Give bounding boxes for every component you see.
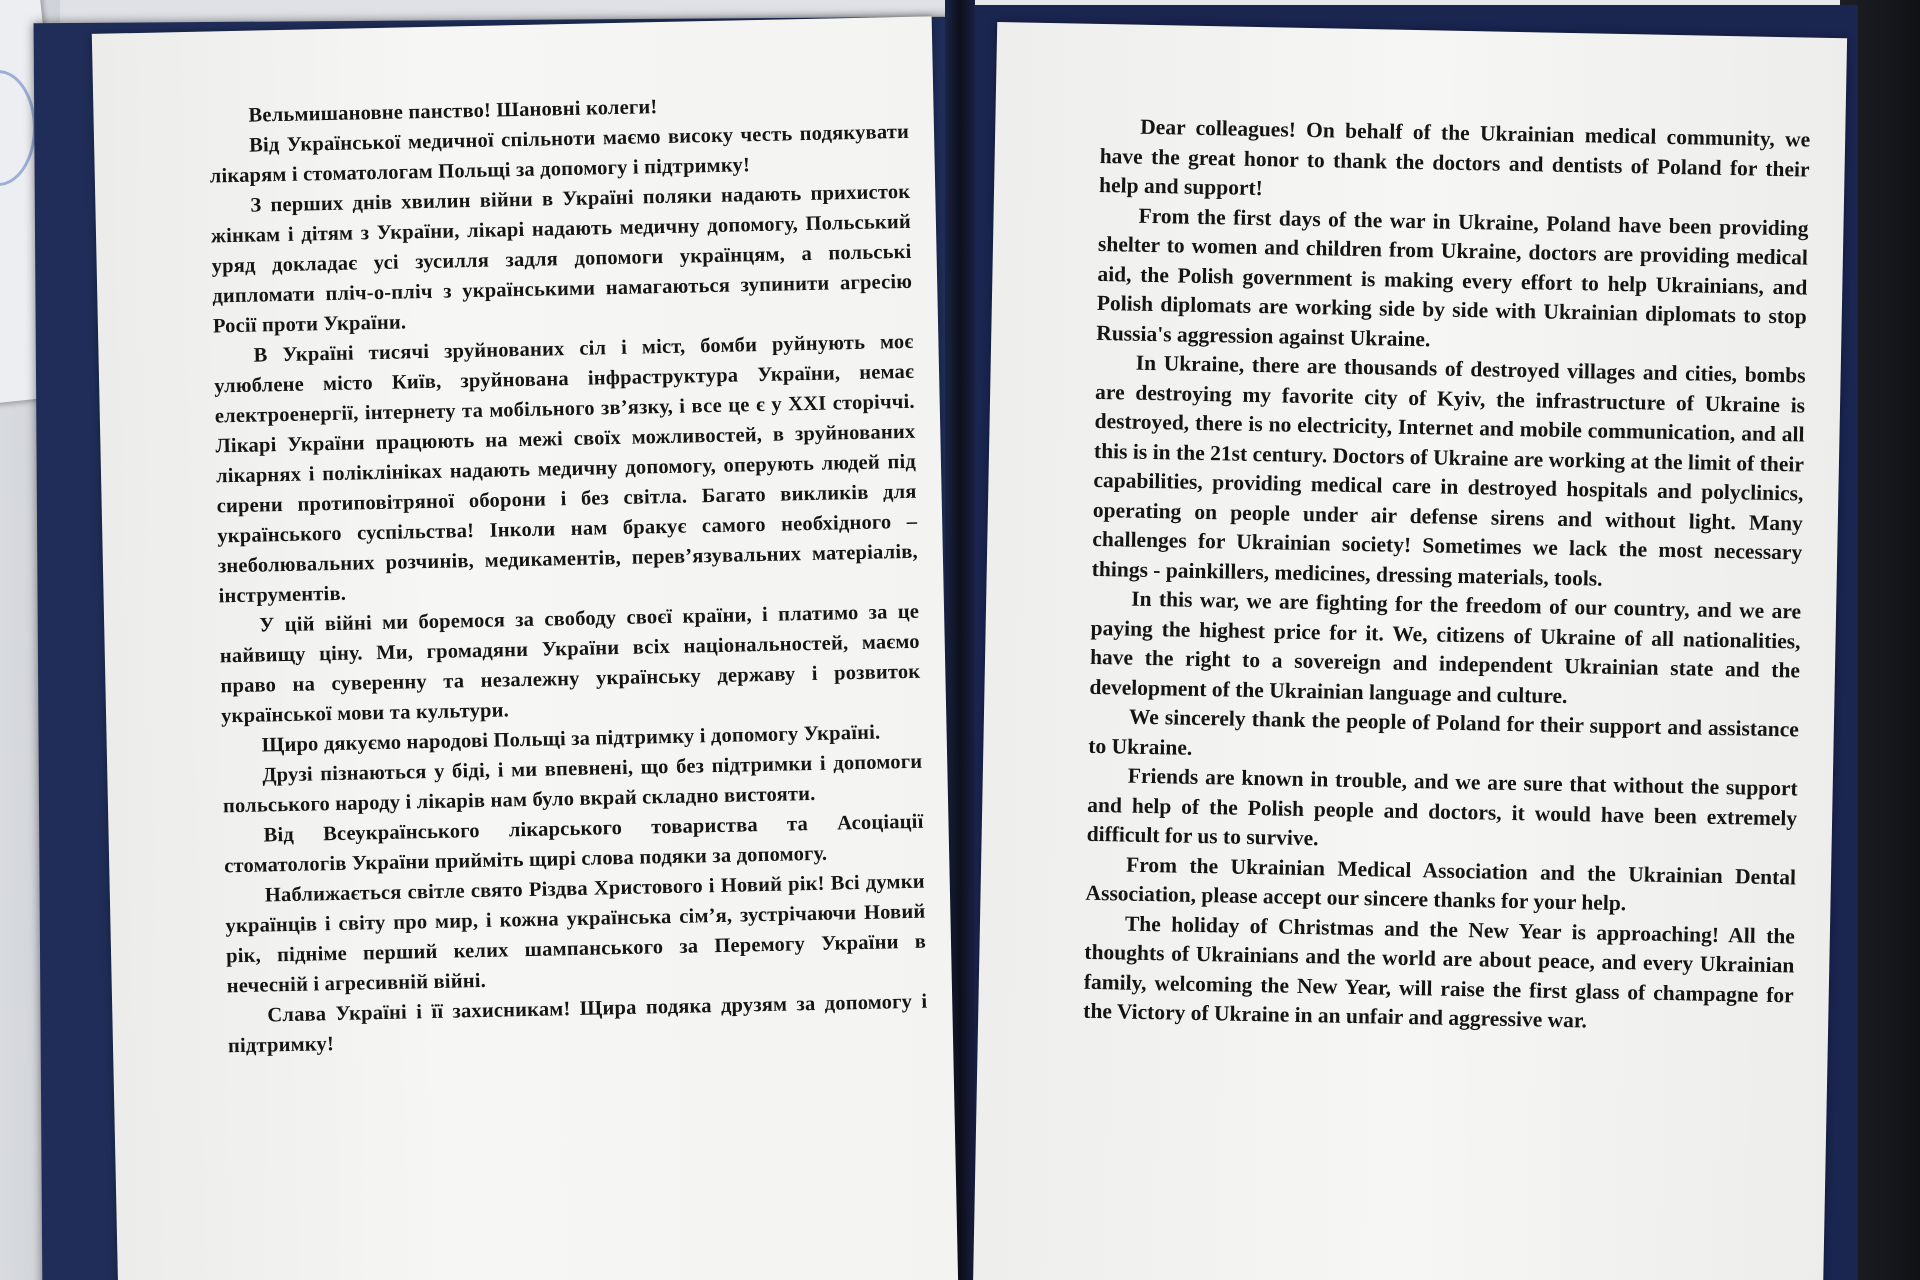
letter-paragraph: У цій війні ми боремося за свободу своєї країни, і платимо за це найвищу ціну. Ми, громадяни України всіх національностей, маємо право на суверенну та незалежну українську державу і розвиток української мови та культури. [219,600,921,728]
letter-paragraph: The holiday of Christmas and the New Year is approaching! All the thoughts of Ukrainians and the world are about peace, and every Ukrainian family, welcoming the New Year, will raise the first glass of champagne for the Victory of Ukraine in an unfair and aggressive war. [1083,911,1796,1033]
letter-salutation: Вельмишановне панство! Шановні колеги! [248,96,658,127]
letter-paragraph: В Україні тисячі зруйнованих сіл і міст, бомби руйнують моє улюблене місто Київ, зруйнована інфраструктура України, немає електроенергії, інтернету та мобільного зв’язку, і все це є у XXI сторіччі. Лікарі України працюють на межі своїх можливостей, в зруйнованих лікарнях і поліклініках надають медичну допомогу, оперують людей під сирени протиповітряної оборони і без світла. Багато викликів для українського суспільства! Інколи нам бракує самого необхідного – знеболювальних розчинів, медикаментів, перев’язувальних матеріалів, інструментів. [213,330,919,608]
letter-paragraph: Наближається світле свято Різдва Христового і Новий рік! Всі думки українців і світу про мир, і кожна українська сім’я, зустрічаючи Новий рік, підніме перший келих шампанського за Перемогу України в нечесній і агресивній війні. [225,870,927,998]
letter-paragraph: Friends are known in trouble, and we are sure that without the support and help of the Polish people and doctors, it would have been extremely difficult for us to survive. [1086,763,1798,851]
letter-paragraph: Від Всеукраїнського лікарського товариства та Асоціації стоматологів України прийміть щирі слова подяки за допомогу. [224,810,924,878]
letter-page-english [973,22,1847,1280]
letter-paragraph: Слава Україні і її захисникам! Щира подяка друзям за допомогу і підтримку! [227,990,928,1058]
letter-page-ukrainian [92,16,958,1280]
letter-paragraph: З перших днів хвилин війни в Україні поляки надають прихисток жінкам і дітям з України, лікарі надають медичну допомогу, Польський уряд докладає усі зусилля задля допомоги українцям, а польські дипломати пліч-о-пліч з українськими намагаються зупинити агресію Росії проти України. [210,180,913,338]
letter-paragraph: Dear colleagues! On behalf of the Ukrainian medical community, we have the great honor to thank the doctors and dentists of Poland for their help and support! [1098,114,1811,201]
letter-paragraph: Друзі пізнаються у біді, і ми впевнені, що без підтримки і допомоги польського народу і лікарів нам було вкрай складно вистояти. [222,750,923,818]
letter-paragraph: Від Української медичної спільноти маємо високу честь подякувати лікарям і стоматологам Польщі за допомогу і підтримку! [209,120,910,188]
letter-paragraph: In this war, we are fighting for the freedom of our country, and we are paying the highest price for it. We, citizens of Ukraine of all nationalities, have the right to a sovereign and independent Ukrainian state and the development of the Ukrainian language and culture. [1089,586,1802,708]
letter-paragraph: We sincerely thank the people of Poland for their support and assistance to Ukraine. [1088,704,1800,760]
letter-text-ukrainian [208,87,928,1061]
letter-paragraph: Щиро дякуємо народові Польщі за підтримку і допомогу Україні. [261,721,881,757]
letter-paragraph: From the Ukrainian Medical Association and the Ukrainian Dental Association, please accept our sincere thanks for your help. [1085,852,1797,916]
letter-paragraph: In Ukraine, there are thousands of destroyed villages and cities, bombs are destroying my favorite city of Kyiv, the infrastructure of Ukraine is destroyed, there is no electricity, Internet and mobile communication, and all this is in the 21st century. Doctors of Ukraine are working at the limit of their capabilities, providing medical care in destroyed hospitals and polyclinics, operating on people under air defense sirens and without light. Many challenges for Ukrainian society! Sometimes we lack the most necessary things - painkillers, medicines, dressing materials, tools. [1091,350,1806,591]
letter-paragraph: From the first days of the war in Ukraine, Poland have been providing shelter to women and children from Ukraine, doctors are providing medical aid, the Polish government is making every effort to help Ukrainians, and Polish diplomats are working side by side with Ukrainian diplomats to stop Russia's aggression against Ukraine. [1096,203,1809,351]
letter-text-english [1083,112,1810,1040]
